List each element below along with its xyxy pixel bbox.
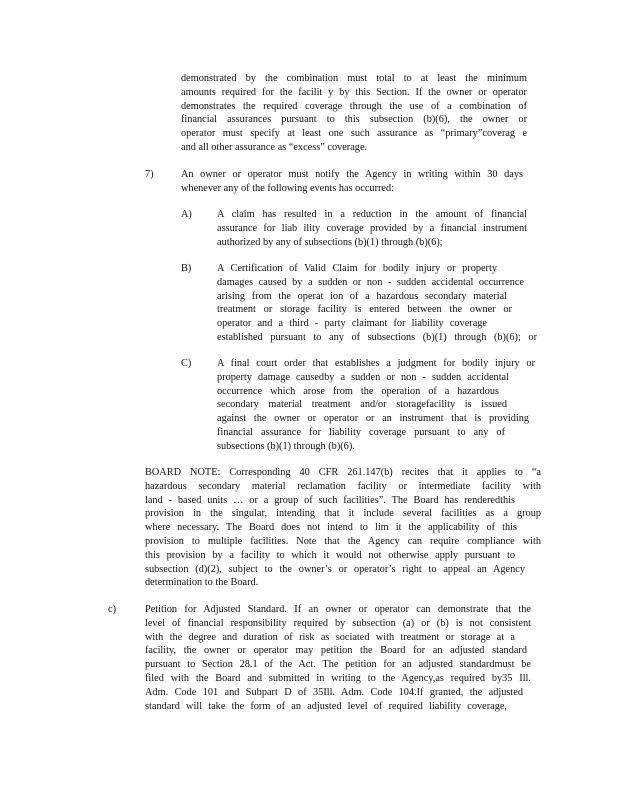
text-line: assurance for liab ility coverage provided by a financial instrument bbox=[217, 222, 527, 234]
text-line: secondary material treatment and/or storagefacility is issued bbox=[217, 399, 507, 411]
text-line: land - based units … or a group of such facilities”. The Board has renderedthis bbox=[145, 494, 515, 506]
subitem-b-text bbox=[217, 262, 537, 345]
text-line: A final court order that establishes a judgment for bodily injury or bbox=[217, 358, 535, 369]
text-line: facility, the owner or operator may petition the Board for an adjusted standard bbox=[145, 645, 527, 657]
text-line: occurrence which arose from the operation of a hazardous bbox=[217, 385, 499, 397]
text-line: where necessary. The Board does not intend to lim it the applicability of this bbox=[145, 522, 517, 534]
section-c-text bbox=[145, 603, 531, 713]
text-line: provision to multiple facilities. Note that the Agency can require compliance with bbox=[145, 535, 541, 547]
text-line: An owner or operator must notify the Agency in writing within 30 days bbox=[181, 169, 523, 180]
subitem-a-label: A) bbox=[181, 209, 192, 220]
text-line: whenever any of the following events has occurred: bbox=[181, 182, 395, 194]
text-line: demonstrated by the combination must total to at least the minimum bbox=[181, 73, 527, 84]
text-line: BOARD NOTE: Corresponding 40 CFR 261.147(b) recites that it applies to “a bbox=[145, 467, 541, 478]
item-7-text bbox=[181, 168, 523, 196]
text-line: and all other assurance as “excess” coverage. bbox=[181, 141, 368, 153]
item-7-label: 7) bbox=[145, 169, 154, 180]
text-line: amounts required for the facilit y by this Section. If the owner or operator bbox=[181, 86, 527, 98]
text-line: A claim has resulted in a reduction in the amount of financial bbox=[217, 209, 527, 220]
subitem-a-text bbox=[217, 208, 527, 249]
text-line: financial assurance for liability coverage pursuant to any of bbox=[217, 426, 505, 438]
board-note bbox=[145, 466, 541, 590]
text-line: determination to the Board. bbox=[145, 577, 259, 589]
text-line: demonstrates the required coverage through the use of a combination of bbox=[181, 100, 527, 112]
text-line: financial assurances pursuant to this subsection (b)(6), the owner or bbox=[181, 114, 527, 126]
text-line: standard will take the form of an adjusted level of required liability coverage, bbox=[145, 700, 507, 712]
text-line: A Certification of Valid Claim for bodily injury or property bbox=[217, 263, 497, 274]
text-line: provision in the singular, intending that it include several facilities as a group bbox=[145, 508, 541, 520]
text-line: filed with the Board and submitted in writing to the Agency,as required by35 Ill. bbox=[145, 672, 531, 684]
text-line: treatment or storage facility is entered between the owner or bbox=[217, 304, 512, 316]
subitem-c-text bbox=[217, 357, 535, 454]
text-line: subsections (b)(1) through (b)(6). bbox=[217, 440, 355, 452]
text-line: this provision by a facility to which it would not otherwise apply pursuant to bbox=[145, 549, 515, 561]
text-line: subsection (d)(2), subject to the owner’s or operator’s right to appeal an Agency bbox=[145, 563, 525, 575]
text-line: level of financial responsibility required by subsection (a) or (b) is not consistent bbox=[145, 617, 531, 629]
subitem-b-label: B) bbox=[181, 263, 192, 274]
subitem-c-label: C) bbox=[181, 358, 192, 369]
text-line: Adm. Code 101 and Subpart D of 35Ill. Adm. Code 104.If granted, the adjusted bbox=[145, 686, 523, 698]
text-line: authorized by any of subsections (b)(1) through (b)(6); bbox=[217, 236, 443, 248]
text-line: Petition for Adjusted Standard. If an owner or operator can demonstrate that the bbox=[145, 604, 531, 615]
text-line: hazardous secondary material reclamation facility or intermediate facility with bbox=[145, 480, 541, 492]
intro-paragraph bbox=[181, 72, 527, 155]
text-line: arising from the operat ion of a hazardous secondary material bbox=[217, 290, 507, 302]
text-line: property damage causedby a sudden or non - sudden accidental bbox=[217, 371, 509, 383]
text-line: established pursuant to any of subsections (b)(1) through (b)(6); or bbox=[217, 331, 537, 343]
text-line: operator must specify at least one such assurance as “primary”coverag e bbox=[181, 128, 527, 140]
section-c-label: c) bbox=[108, 604, 116, 615]
text-line: damages caused by a sudden or non - sudden accidental occurrence bbox=[217, 276, 524, 288]
text-line: operator and a third - party claimant for liability coverage bbox=[217, 318, 487, 330]
text-line: pursuant to Section 28.1 of the Act. The petition for an adjusted standardmust be bbox=[145, 659, 531, 671]
text-line: against the owner or operator or an instrument that is providing bbox=[217, 413, 529, 425]
text-line: with the degree and duration of risk as sociated with treatment or storage at a bbox=[145, 631, 515, 643]
